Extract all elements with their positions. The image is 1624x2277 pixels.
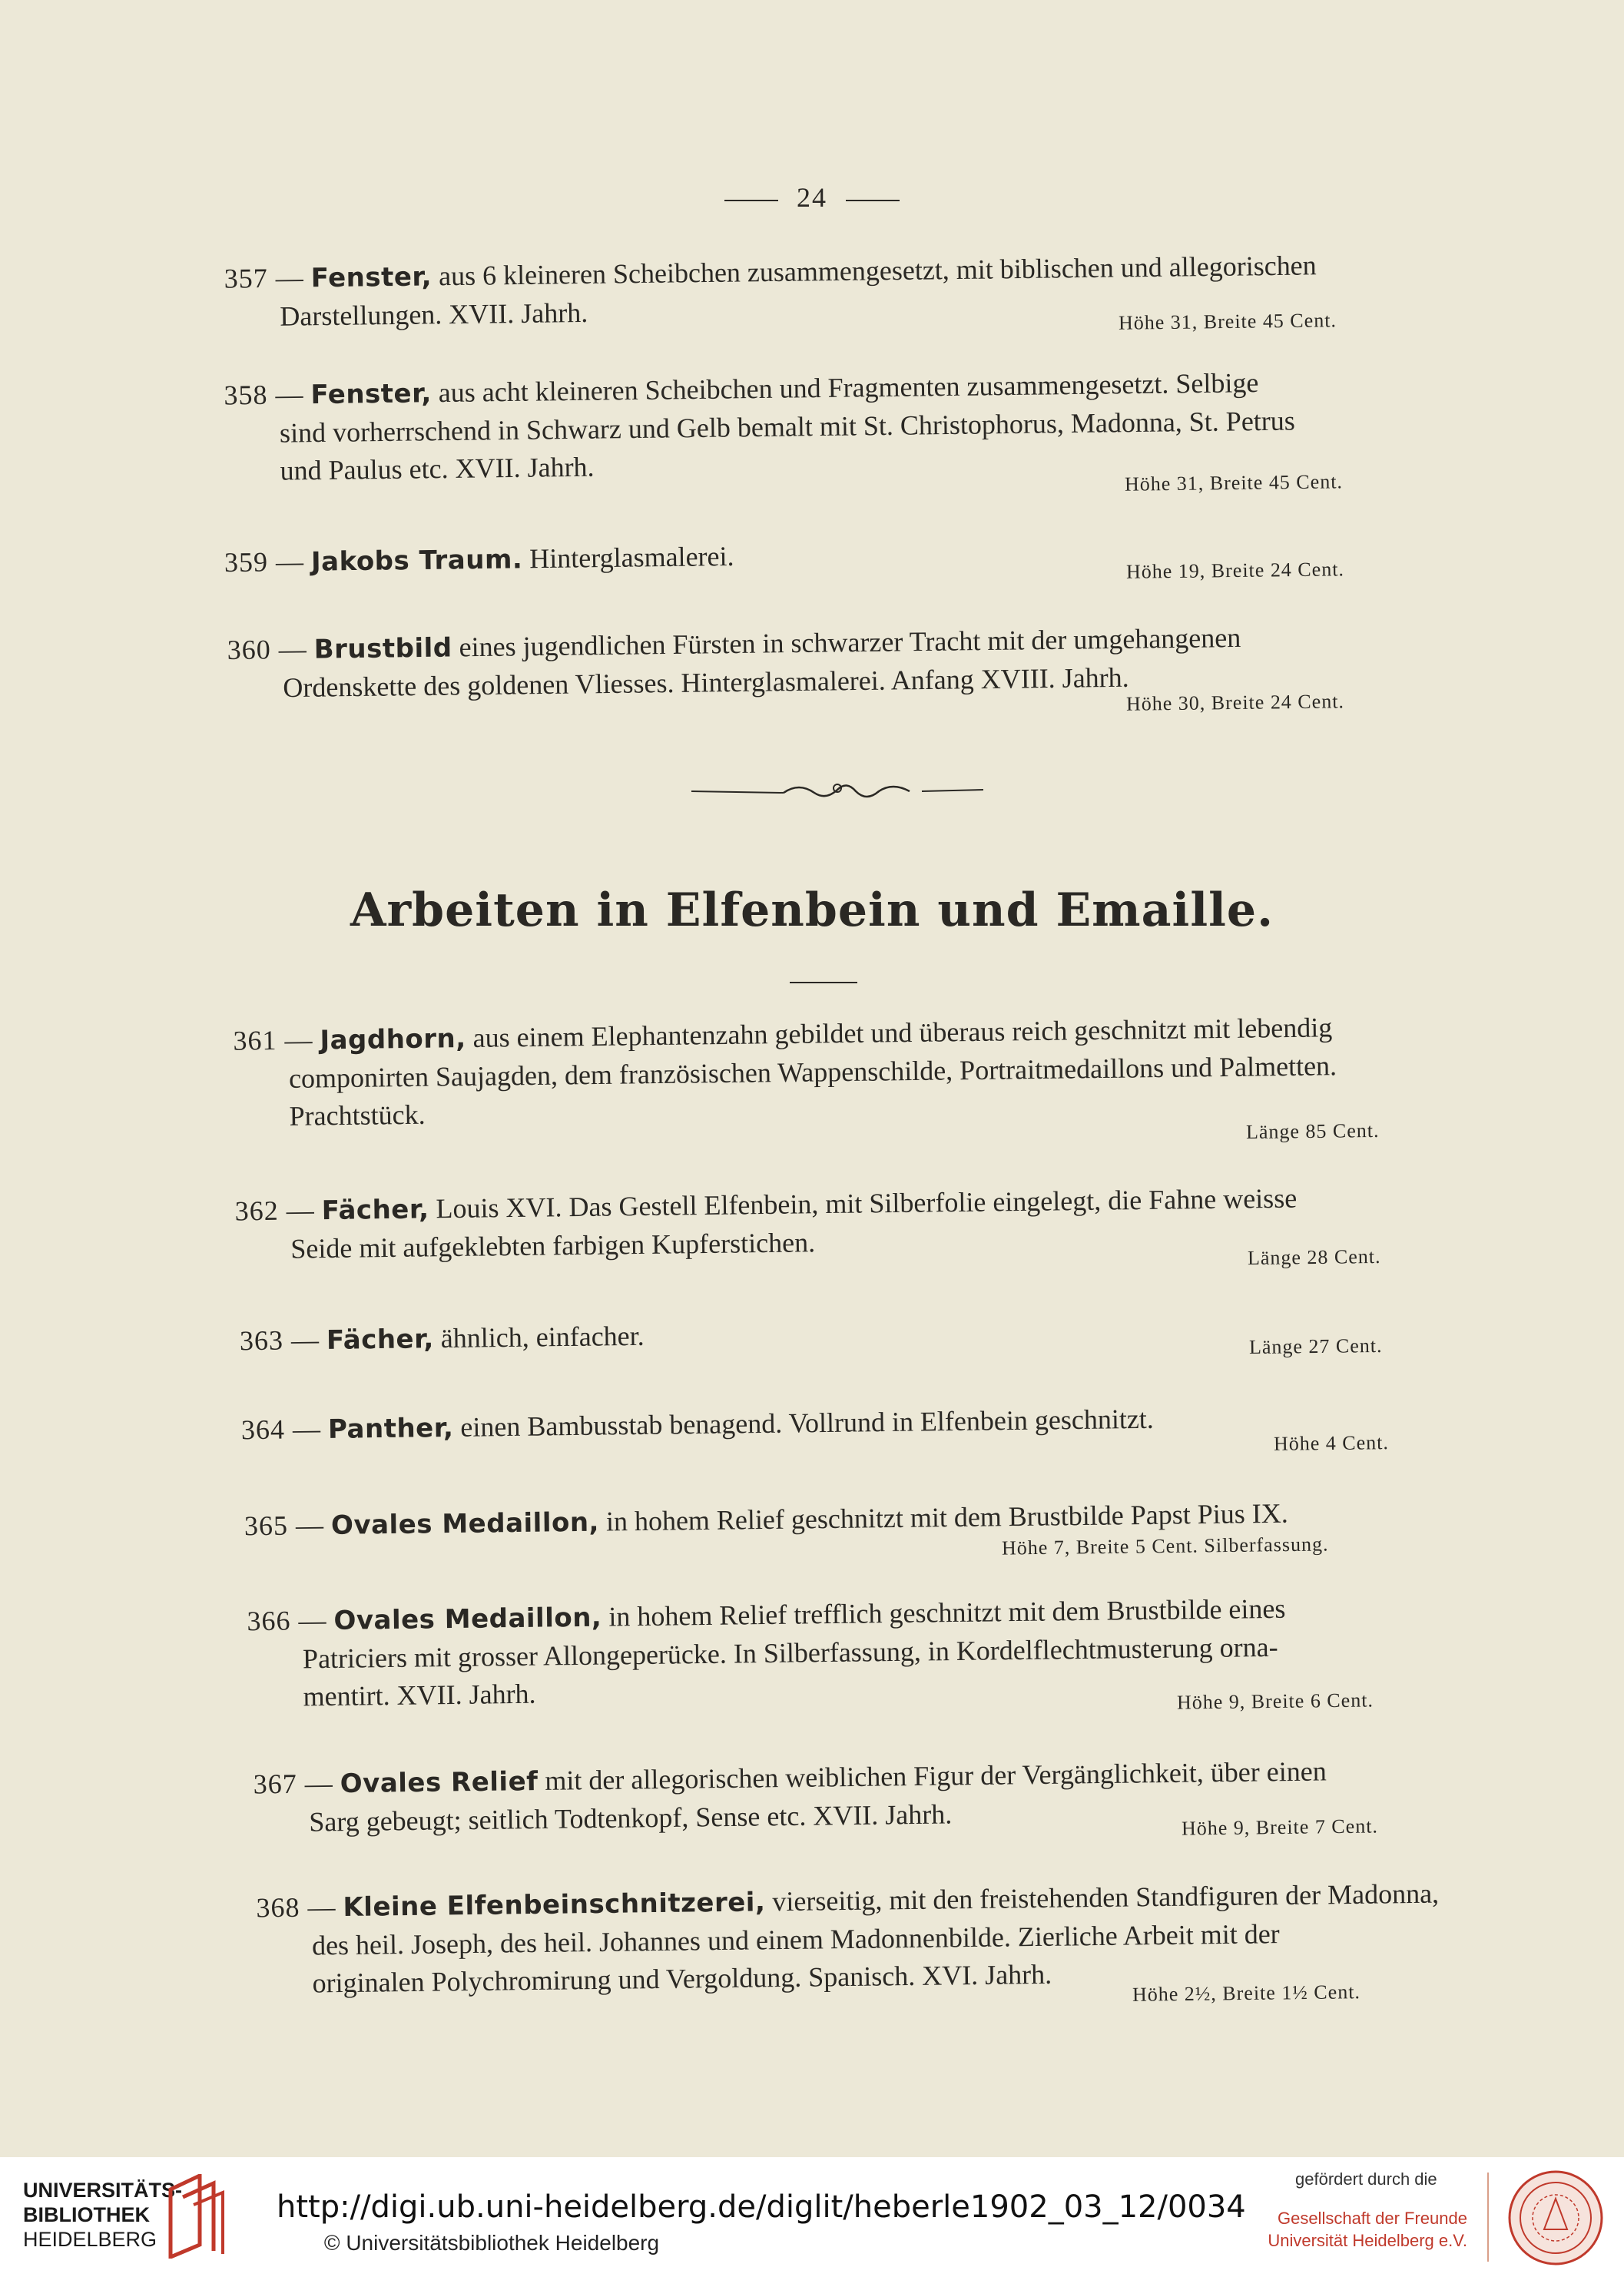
catalog-entry-360 [227, 619, 1241, 708]
entry-number: 361 — [233, 1024, 313, 1056]
entry-dimensions: Höhe 4 Cent. [1273, 1431, 1390, 1455]
entry-title: Jagdhorn, [320, 1023, 466, 1056]
page-number [0, 181, 1624, 214]
entry-title: Ovales Medaillon, [330, 1506, 600, 1541]
entry-text: Louis XVI. Das Gestell Elfenbein, mit Silberfolie eingelegt, die Fahne weisse [436, 1182, 1298, 1225]
entry-number: 358 — [224, 379, 304, 411]
footer-bar [0, 2157, 1624, 2277]
page-number-dash-right [846, 200, 900, 201]
entry-line: Prachtstück. [289, 1099, 426, 1132]
entry-title: Panther, [327, 1412, 454, 1445]
library-name-line1: UNIVERSITÄTS- [23, 2179, 183, 2202]
entry-dimensions: Höhe 30, Breite 24 Cent. [1125, 690, 1345, 715]
entry-line: und Paulus etc. XVII. Jahrh. [280, 451, 595, 486]
catalog-entry-361 [233, 1009, 1337, 1137]
entry-title: Fächer, [326, 1324, 435, 1356]
entry-number: 368 — [256, 1891, 336, 1924]
entry-line: componirten Saujagden, dem französischen Wappenschilde, Portraitmedaillons und Palmetten. [288, 1049, 1337, 1094]
entry-title: Jakobs Traum. [310, 544, 523, 578]
catalog-entry-366 [247, 1590, 1287, 1718]
entry-title: Fenster, [310, 261, 433, 294]
entry-title: Fächer, [321, 1194, 429, 1227]
section-title: Arbeiten in Elfenbein und Emaille. [350, 883, 1274, 937]
entry-number: 362 — [234, 1195, 315, 1227]
entry-text: aus 6 kleineren Scheibchen zusammengesetzt, mit biblischen und allegorischen [438, 250, 1317, 292]
entry-title: Brustbild [313, 632, 452, 665]
entry-text: aus einem Elephantenzahn gebildet und überaus reich geschnitzt mit lebendig [472, 1012, 1333, 1053]
entry-line [241, 1400, 1154, 1450]
entry-dimensions: Höhe 7, Breite 5 Cent. Silberfassung. [1001, 1533, 1329, 1559]
entry-line: Ordenskette des goldenen Vliesses. Hinterglasmalerei. Anfang XVIII. Jahrh. [283, 661, 1129, 703]
entry-line: mentirt. XVII. Jahrh. [303, 1679, 536, 1712]
library-name-line3: HEIDELBERG [23, 2227, 157, 2251]
catalog-entry-363 [240, 1317, 645, 1361]
university-seal-icon [1506, 2168, 1606, 2268]
entry-line: Darstellungen. XVII. Jahrh. [280, 297, 588, 332]
entry-number: 366 — [247, 1604, 327, 1637]
entry-dimensions: Länge 28 Cent. [1247, 1245, 1381, 1270]
entry-title: Ovales Relief [340, 1766, 539, 1800]
entry-dimensions: Länge 27 Cent. [1248, 1334, 1383, 1359]
entry-dimensions: Höhe 9, Breite 6 Cent. [1176, 1689, 1374, 1714]
entry-number: 367 — [253, 1768, 333, 1800]
sponsor-divider [1487, 2173, 1489, 2262]
permalink-url[interactable]: http://digi.ub.uni-heidelberg.de/diglit/heberle1902_03_12/0034 [277, 2189, 1246, 2225]
entry-dimensions: Höhe 2½, Breite 1½ Cent. [1132, 1980, 1361, 2006]
entry-text: in hohem Relief geschnitzt mit dem Brustbilde Papst Pius IX. [605, 1497, 1289, 1537]
entry-text: mit der allegorischen weiblichen Figur der Vergänglichkeit, über einen [545, 1755, 1327, 1796]
entry-number: 359 — [224, 545, 305, 578]
entry-number: 363 — [239, 1324, 320, 1357]
entry-dimensions: Länge 85 Cent. [1245, 1119, 1380, 1144]
entry-title: Ovales Medaillon, [333, 1602, 602, 1636]
entry-line [240, 1317, 645, 1361]
entry-text: ähnlich, einfacher. [440, 1320, 645, 1354]
catalog-entry-359 [224, 538, 734, 582]
entry-number: 357 — [224, 262, 304, 294]
catalog-entry-367 [253, 1752, 1327, 1841]
entry-line: Sarg gebeugt; seitlich Todtenkopf, Sense etc. XVII. Jahrh. [309, 1798, 953, 1838]
entry-title: Kleine Elfenbeinschnitzerei, [343, 1887, 766, 1924]
entry-number: 364 — [240, 1413, 322, 1446]
copyright-notice: © Universitätsbibliothek Heidelberg [323, 2231, 660, 2255]
catalog-entry-364 [241, 1400, 1154, 1450]
entry-text: aus acht kleineren Scheibchen und Fragmenten zusammengesetzt. Selbige [438, 367, 1259, 409]
entry-dimensions: Höhe 31, Breite 45 Cent. [1118, 309, 1337, 334]
entry-dimensions: Höhe 19, Breite 24 Cent. [1125, 558, 1345, 583]
entry-number: 365 — [244, 1510, 325, 1542]
entry-text: in hohem Relief trefflich geschnitzt mit dem Brustbilde eines [608, 1593, 1286, 1632]
entry-line: sind vorherrschend in Schwarz und Gelb bemalt mit St. Christophorus, Madonna, St. Petrus [279, 405, 1296, 449]
entry-text: eines jugendlichen Fürsten in schwarzer Tracht mit der umgehangenen [459, 621, 1241, 663]
section-rule [790, 982, 857, 983]
page-number-dash-left [724, 200, 778, 201]
entry-dimensions: Höhe 9, Breite 7 Cent. [1181, 1815, 1379, 1840]
sponsor-name-line2: Universität Heidelberg e.V. [1268, 2230, 1467, 2250]
ornament-divider [691, 776, 983, 807]
entry-text: Hinterglasmalerei. [529, 540, 734, 575]
entry-dimensions: Höhe 31, Breite 45 Cent. [1124, 470, 1344, 496]
entry-line: Seide mit aufgeklebten farbigen Kupferstichen. [290, 1226, 816, 1264]
library-name-line2: BIBLIOTHEK [23, 2202, 150, 2226]
entry-line: Patriciers mit grosser Allongeperücke. In Silberfassung, in Kordelflechtmusterung orna- [302, 1631, 1278, 1675]
sponsor-name-line1: Gesellschaft der Freunde [1277, 2209, 1467, 2228]
sponsor-name [1237, 2208, 1467, 2252]
sponsor-label: gefördert durch die [1295, 2169, 1437, 2189]
entry-number: 360 — [227, 633, 307, 666]
entry-text: einen Bambusstab benagend. Vollrund in Elfenbein geschnitzt. [460, 1403, 1155, 1443]
entry-line [224, 538, 734, 582]
entry-line: des heil. Joseph, des heil. Johannes und einem Madonnenbilde. Zierliche Arbeit mit der [311, 1917, 1280, 1961]
entry-line: originalen Polychromirung und Vergoldung. Spanisch. XVI. Jahrh. [312, 1959, 1052, 1999]
catalog-entry-362 [234, 1180, 1298, 1269]
page-number-text: 24 [797, 182, 827, 213]
entry-text: vierseitig, mit den freistehenden Standfiguren der Madonna, [772, 1878, 1440, 1917]
entry-title: Fenster, [310, 378, 433, 411]
